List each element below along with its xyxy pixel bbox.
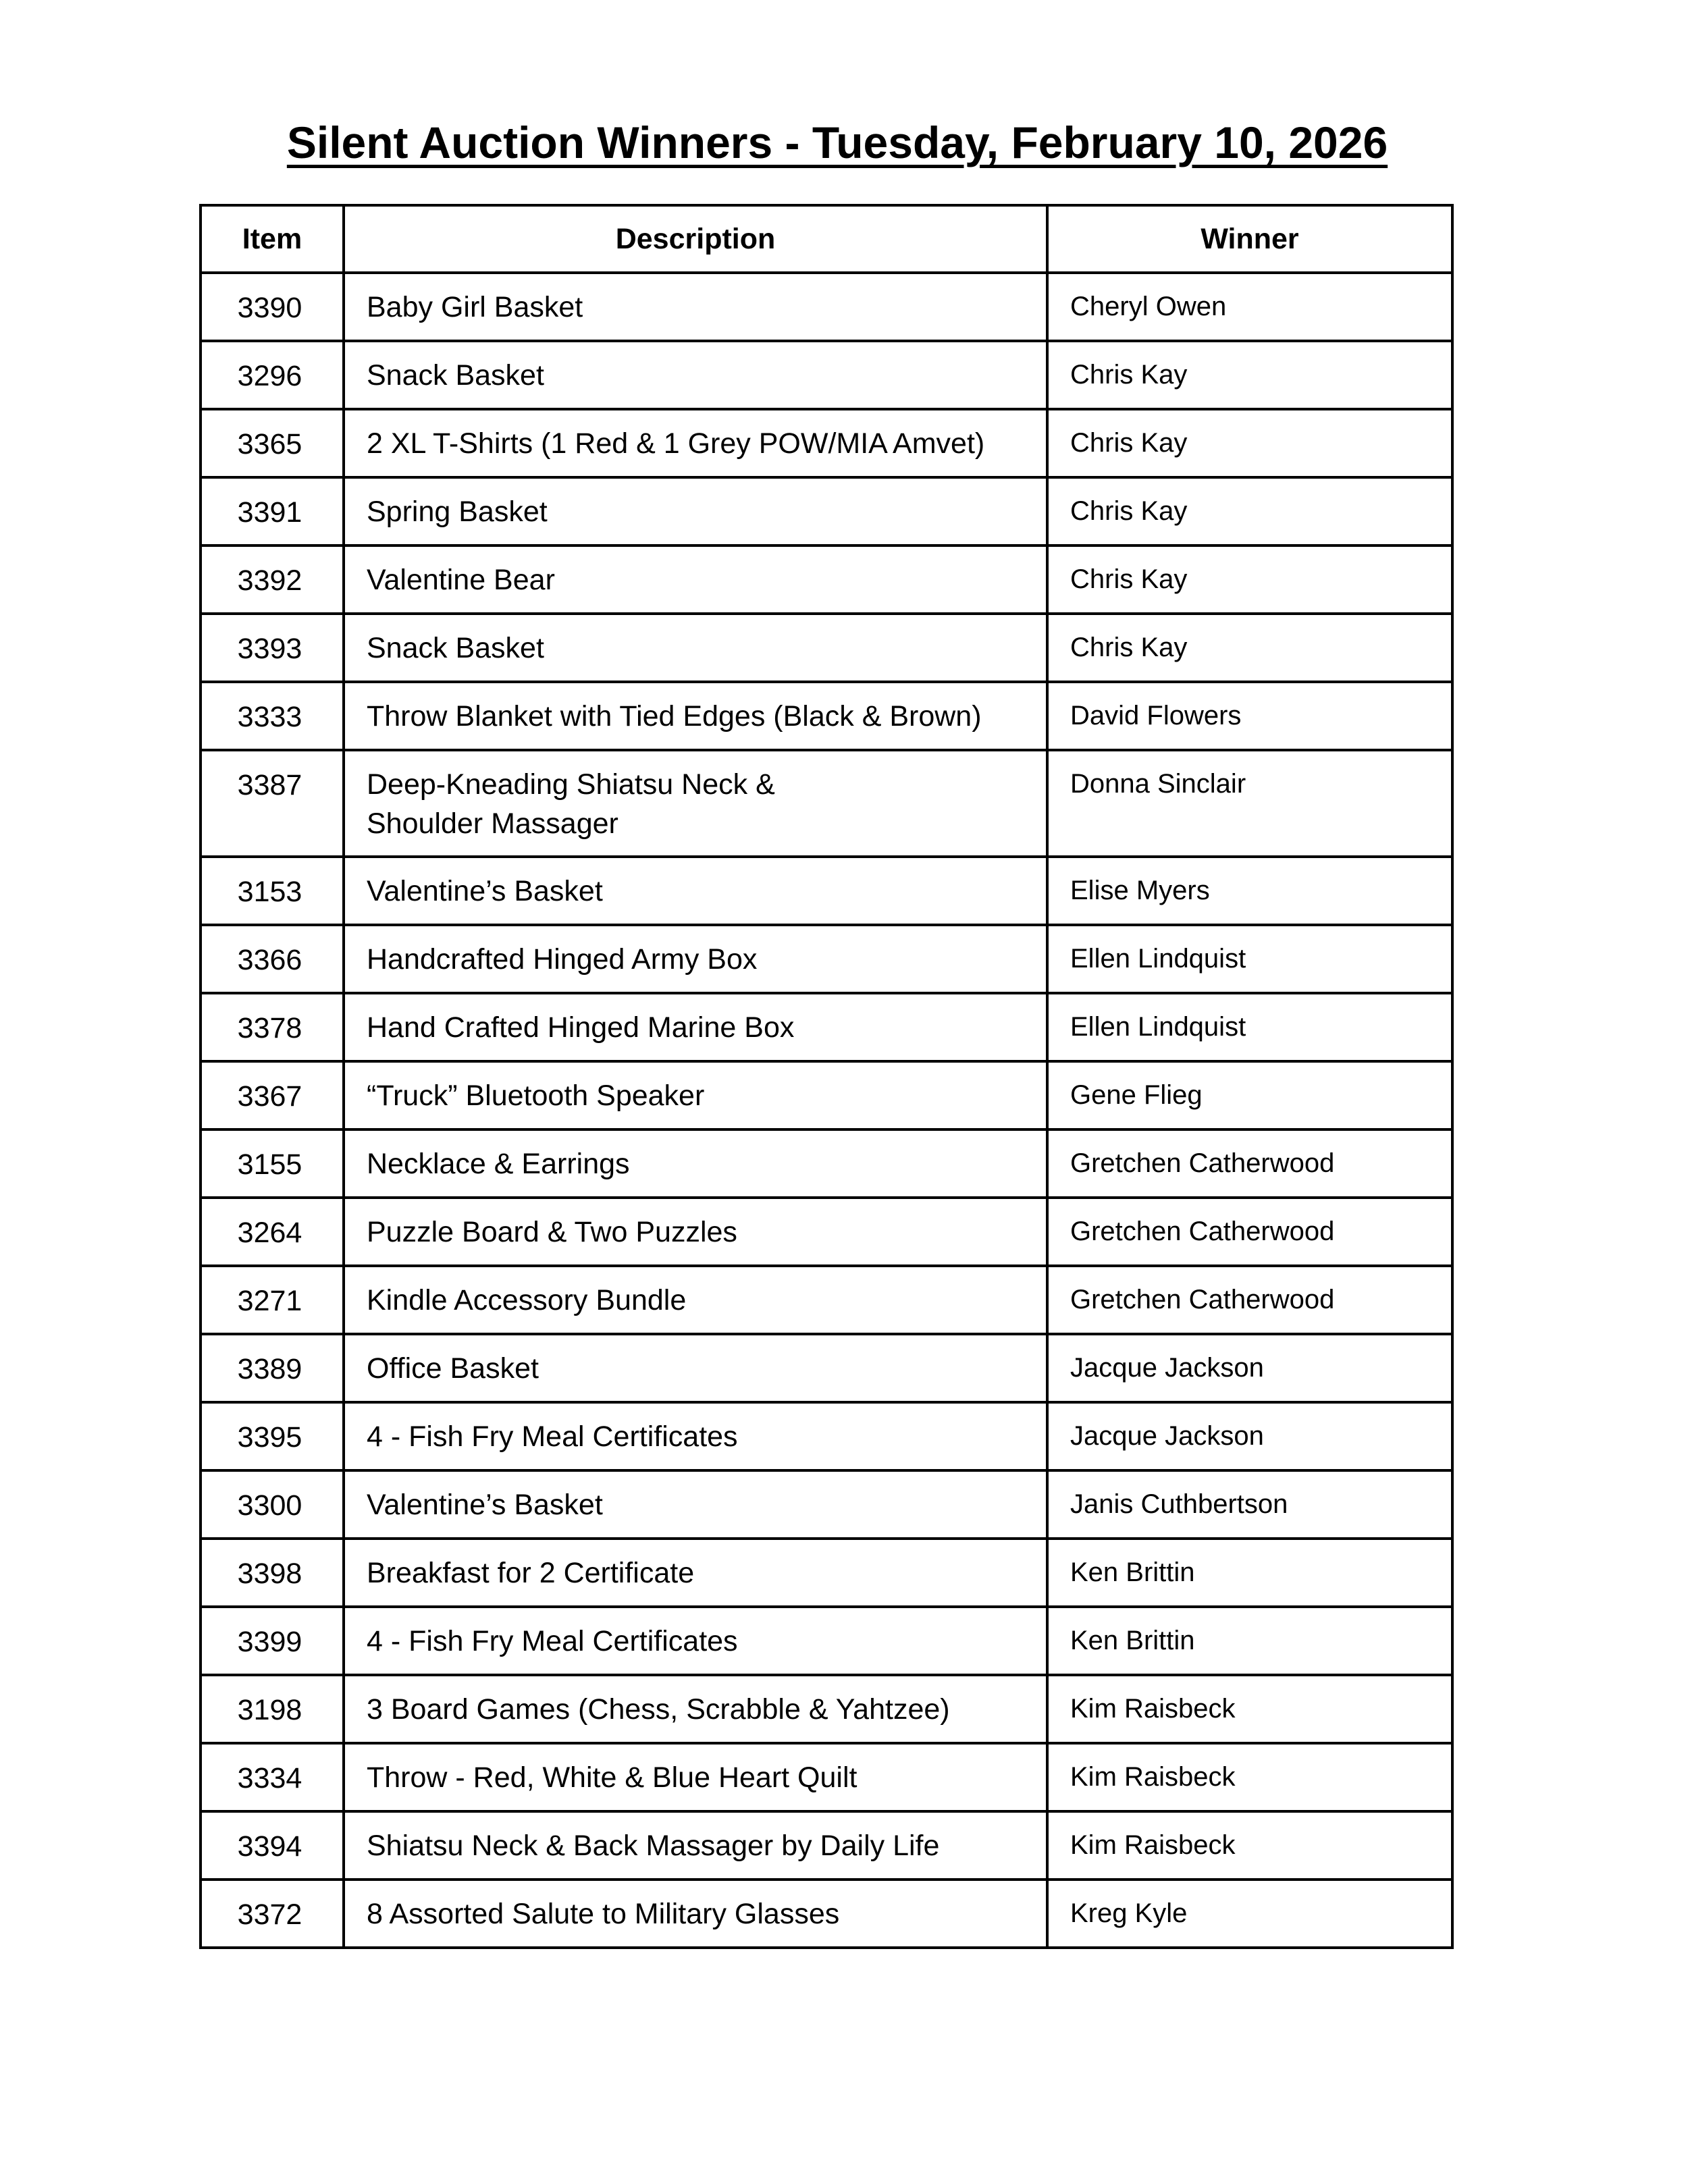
item-description: Kindle Accessory Bundle xyxy=(344,1266,1047,1334)
item-description: 8 Assorted Salute to Military Glasses xyxy=(344,1880,1047,1948)
winner-name: Jacque Jackson xyxy=(1047,1402,1452,1470)
table-row xyxy=(201,1880,1452,1948)
table-row xyxy=(201,1743,1452,1811)
winner-name: Kim Raisbeck xyxy=(1047,1743,1452,1811)
table-row xyxy=(201,341,1452,409)
table-row xyxy=(201,273,1452,341)
table-header-row xyxy=(201,205,1452,273)
table-row xyxy=(201,1675,1452,1743)
table-row xyxy=(201,1402,1452,1470)
page-title: Silent Auction Winners - Tuesday, February 10, 2026 xyxy=(286,117,1388,168)
winner-name: Chris Kay xyxy=(1047,341,1452,409)
winner-name: Chris Kay xyxy=(1047,477,1452,545)
item-description: Office Basket xyxy=(344,1334,1047,1402)
winner-name: Kreg Kyle xyxy=(1047,1880,1452,1948)
item-description: 4 - Fish Fry Meal Certificates xyxy=(344,1607,1047,1675)
winner-name: Chris Kay xyxy=(1047,614,1452,682)
item-description: Valentine’s Basket xyxy=(344,857,1047,925)
table-row xyxy=(201,1198,1452,1266)
column-header-item: Item xyxy=(201,205,344,273)
item-number: 3300 xyxy=(201,1470,344,1539)
item-description: Throw Blanket with Tied Edges (Black & Brown) xyxy=(344,682,1047,750)
winner-name: Gretchen Catherwood xyxy=(1047,1129,1452,1198)
item-number: 3153 xyxy=(201,857,344,925)
item-number: 3389 xyxy=(201,1334,344,1402)
item-description: Puzzle Board & Two Puzzles xyxy=(344,1198,1047,1266)
item-description: Baby Girl Basket xyxy=(344,273,1047,341)
item-number: 3391 xyxy=(201,477,344,545)
item-description: Shiatsu Neck & Back Massager by Daily Life xyxy=(344,1811,1047,1880)
item-number: 3271 xyxy=(201,1266,344,1334)
item-number: 3395 xyxy=(201,1402,344,1470)
table-row xyxy=(201,925,1452,993)
winner-name: Kim Raisbeck xyxy=(1047,1811,1452,1880)
table-row xyxy=(201,1539,1452,1607)
item-number: 3387 xyxy=(201,750,344,857)
item-description-line: Deep-Kneading Shiatsu Neck & xyxy=(367,768,775,801)
item-number: 3372 xyxy=(201,1880,344,1948)
item-number: 3365 xyxy=(201,409,344,477)
table-row xyxy=(201,545,1452,614)
table-row xyxy=(201,1470,1452,1539)
column-header-description: Description xyxy=(344,205,1047,273)
item-number: 3398 xyxy=(201,1539,344,1607)
item-number: 3296 xyxy=(201,341,344,409)
column-header-winner: Winner xyxy=(1047,205,1452,273)
table-row xyxy=(201,1266,1452,1334)
winner-name: Janis Cuthbertson xyxy=(1047,1470,1452,1539)
table-row xyxy=(201,477,1452,545)
table-row xyxy=(201,750,1452,857)
winner-name: Jacque Jackson xyxy=(1047,1334,1452,1402)
winner-name: Donna Sinclair xyxy=(1047,750,1452,857)
table-row xyxy=(201,682,1452,750)
winner-name: Chris Kay xyxy=(1047,545,1452,614)
winners-table xyxy=(199,204,1454,1949)
table-row xyxy=(201,1061,1452,1129)
item-description: Snack Basket xyxy=(344,341,1047,409)
item-description: Valentine Bear xyxy=(344,545,1047,614)
item-description: Hand Crafted Hinged Marine Box xyxy=(344,993,1047,1061)
winner-name: Gretchen Catherwood xyxy=(1047,1266,1452,1334)
winner-name: Gene Flieg xyxy=(1047,1061,1452,1129)
winner-name: Gretchen Catherwood xyxy=(1047,1198,1452,1266)
item-number: 3378 xyxy=(201,993,344,1061)
table-row xyxy=(201,1129,1452,1198)
item-number: 3198 xyxy=(201,1675,344,1743)
item-number: 3390 xyxy=(201,273,344,341)
table-row xyxy=(201,1334,1452,1402)
table-row xyxy=(201,1811,1452,1880)
item-number: 3392 xyxy=(201,545,344,614)
winner-name: Chris Kay xyxy=(1047,409,1452,477)
item-description: 3 Board Games (Chess, Scrabble & Yahtzee) xyxy=(344,1675,1047,1743)
item-number: 3399 xyxy=(201,1607,344,1675)
item-description: Snack Basket xyxy=(344,614,1047,682)
table-row xyxy=(201,857,1452,925)
table-row xyxy=(201,614,1452,682)
item-number: 3264 xyxy=(201,1198,344,1266)
item-number: 3393 xyxy=(201,614,344,682)
winner-name: Ellen Lindquist xyxy=(1047,993,1452,1061)
item-description: Throw - Red, White & Blue Heart Quilt xyxy=(344,1743,1047,1811)
table-row xyxy=(201,409,1452,477)
item-number: 3334 xyxy=(201,1743,344,1811)
winner-name: Ken Brittin xyxy=(1047,1607,1452,1675)
winner-name: David Flowers xyxy=(1047,682,1452,750)
item-description: Valentine’s Basket xyxy=(344,1470,1047,1539)
item-number: 3333 xyxy=(201,682,344,750)
winner-name: Cheryl Owen xyxy=(1047,273,1452,341)
winner-name: Kim Raisbeck xyxy=(1047,1675,1452,1743)
winner-name: Ken Brittin xyxy=(1047,1539,1452,1607)
item-description xyxy=(344,750,1047,857)
item-description-line: Shoulder Massager xyxy=(367,807,618,840)
item-number: 3366 xyxy=(201,925,344,993)
item-description: Handcrafted Hinged Army Box xyxy=(344,925,1047,993)
table-row xyxy=(201,1607,1452,1675)
item-number: 3367 xyxy=(201,1061,344,1129)
item-description: Breakfast for 2 Certificate xyxy=(344,1539,1047,1607)
item-number: 3394 xyxy=(201,1811,344,1880)
winner-name: Ellen Lindquist xyxy=(1047,925,1452,993)
item-description: 4 - Fish Fry Meal Certificates xyxy=(344,1402,1047,1470)
item-description: Spring Basket xyxy=(344,477,1047,545)
item-description: “Truck” Bluetooth Speaker xyxy=(344,1061,1047,1129)
item-number: 3155 xyxy=(201,1129,344,1198)
item-description: Necklace & Earrings xyxy=(344,1129,1047,1198)
winner-name: Elise Myers xyxy=(1047,857,1452,925)
item-description: 2 XL T-Shirts (1 Red & 1 Grey POW/MIA Amvet) xyxy=(344,409,1047,477)
table-row xyxy=(201,993,1452,1061)
